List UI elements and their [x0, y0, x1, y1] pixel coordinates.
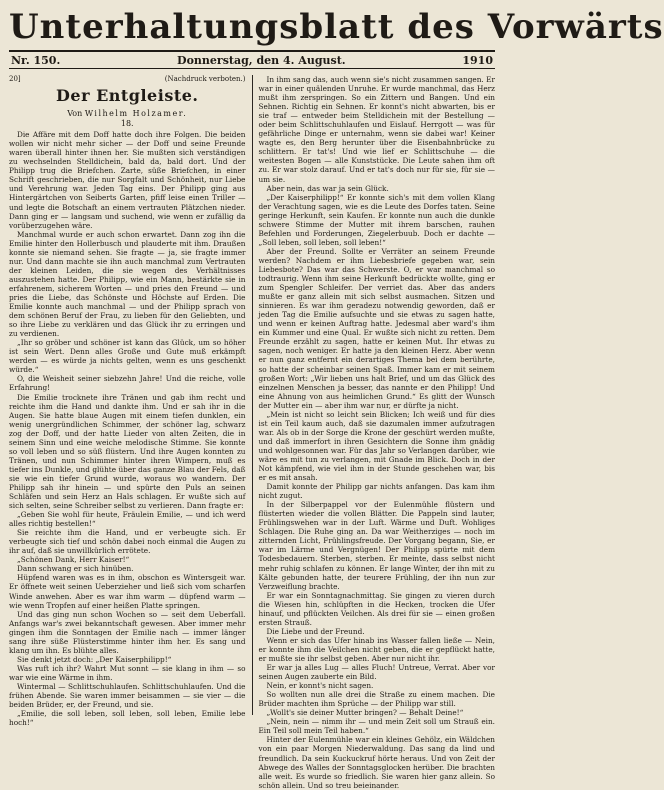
paragraph: Die Affäre mit dem Doff hatte doch ihre Folgen. Die beiden wollen wir nicht mehr sicher — der Doff und seine Freunde waren überall hinter ihnen her. Sie mußten sich verständigen zu wechselnden Stelldichein, bald da, bald dort. Und der Philipp trug die Briefchen. Zarte, süße Briefchen, in einer Schrift geschrieben, die nur Sorgfalt und Schönheit, nur Liebe und Verehrung war. Jeden Tag eins. Der Philipp ging aus Hintergärtchen von Seiberts Garten, pfiff leise einen Triller — und legte die Botschaft an einem vertrauten Plätzchen nieder. Dann ging er — langsam und suchend, wie wenn er zufällig da vorüberzugehen wäre. [9, 130, 246, 230]
right-column [258, 75, 495, 790]
reprint-notice: (Nachdruck verboten.) [164, 75, 246, 83]
chapter-number: 18. [120, 119, 134, 129]
byline-prefix: Von [67, 109, 83, 119]
paragraph: „Nein, nein — nimm ihr — und mein Zeit soll um Strauß ein. Ein Teil soll mein Teil haben.“ [258, 717, 495, 736]
paragraph: Die Emilie trocknete ihre Tränen und gab ihm recht und reichte ihm die Hand und dankte ihm. Und er sah ihr in die Augen. Sie hatte blaue Augen mit einem tiefen dunklen, ein wenig unergründlichen Schimmer, der schöner lag, schwarz zog der Doff, und der hatte Lieder von alten Zeiten, die in seinem Sinn und eine weiche melodische Stimme. Sie konnte so voll leben und so süß flüstern. Und ihre Augen konnten zu Tränen, und nun Schimmer hinter ihren Wimpern, muß es tiefer ins Dunkle, und glühte über das ganze Blau der Fels, daß sie wie ein tiefer Grund wurde, woraus wo wandern. Der Philipp sah ihr hinein — und spürte den Puls an seinen Schläfen und sein Herz an Hals schlagen. Er wußte sich auf sich selten, seine Schreiber selbst zu verlieren. Dann fragte er: [9, 392, 246, 511]
dateline [9, 50, 495, 69]
paragraph: Was ruft ich ihr? Wahrt Mut sonnt — sie klang in ihm — so war wie eine Wärme in ihm. [9, 663, 246, 682]
column-header [9, 75, 246, 84]
paragraph: O, die Weisheit seiner siebzehn Jahre! Und die reiche, volle Erfahrung! [9, 374, 246, 393]
paragraph: Er war ein Sonntagnachmittag. Sie gingen zu vieren durch die Wiesen hin, schlüpften in die Hecken, trocken die Ufer hinauf, und pflückten Veilchen. Als drei für sie — einen großen ersten Strauß. [258, 590, 495, 627]
issue-date: Donnerstag, den 4. August. [177, 53, 346, 67]
paragraph: In ihm sang das, auch wenn sie's nicht zusammen sangen. Er war in einer quälenden Unruhe. Er wurde manchmal, das Herz mußt ihm zerspringen. So ein Zittern und Bangen. Und ein Sehnen. Richtig ein Sehnen. Er konnt's nicht abwarten, bis er sie traf — entweder beim Stelldichein mit der Bestellung — oder beim Schlittschuhlaufen und Eislauf. Herrgott — was für gefährliche Dinge er unternahm, wenn sie dabei war! Keiner wagte es, den Berg herunter über die Eisenbahnbrücke zu schlittern. Er tat's! Und wie lief er Schlittschuhe — die weitesten Bogen — alle Kunststücke. Die Leute sahen ihm oft zu. Er war stolz darauf. Und er tat's doch nur für sie, für sie — um sie. [258, 75, 495, 184]
paragraph: Die Liebe und der Freund. [266, 626, 365, 636]
byline [9, 109, 246, 118]
paragraph: Sie reichte ihm die Hand, und er verbeugte sich. Er verbeugte sich tief und schön dabei noch einmal die Augen zu ihr auf, daß sie unwillkürlich errötete. [9, 528, 246, 556]
issue-year: 1910 [462, 53, 493, 67]
paragraph: Aber nein, das war ja sein Glück. [266, 183, 389, 193]
paragraph: „Mein ist nicht so leicht sein Blicken; Ich weiß und für dies ist ein Teil kaum auch, daß sie dazumalen immer aufzutragen war. Als ob in der Sorge die Krone der geschürt werden mußte, und daß immerfort in ihren Gesichtern die Sonne ihm gnädig und wohlgesonnen war. Für das Jahr so Verlangen darüber, wie wäre es mit tun zu verlangen, mit Gnade im Blick. Doch in der Not kämpfend, wie viel ihm in der Stunde geschehen war, bis er es mit ansah. [258, 409, 495, 483]
paragraph: „Der Kaiserphilipp!“ Er konnte sich's mit dem vollen Klang der Verachtung sagen, wie es die Leute des Dorfes taten. Seine geringe Herkunft, sein Kaufen. Er konnte nun auch die dunkle schwere Stimme der Mutter mit ihrem barschen, rauhen Befehlen und Forderungen, Ziegelerbuub. Doch er dachte — „Soll leben, soll leben, soll leben!“ [258, 192, 495, 247]
right-paragraphs [258, 75, 495, 790]
paragraph: Damit konnte der Philipp gar nichts anfangen. Das kam ihm nicht zugut. [258, 482, 495, 501]
paragraph: „Schönen Dank, Herr Kaiser!“ [17, 555, 130, 565]
paragraph: Sie denkt jetzt doch: „Der Kaiserphilipp!“ [17, 654, 172, 664]
paragraph: Wenn er sich das Ufer hinab ins Wasser fallen ließe — Nein, er konnte ihm die Veilchen nicht geben, die er gepflückt hatte, er mußte sie ihr selbst geben. Aber nur nicht ihr. [258, 635, 495, 663]
paragraph: Manchmal wurde er auch schon erwartet. Dann zog ihn die Emilie hinter den Hollerbusch und plauderte mit ihm. Draußen konnte sie niemand sehen. Sie fragte — ja, sie fragte immer nur. Und dann machte sie ihn auch manchmal zum Vertrauten der kleinen Leiden, die sie wegen des Verhältnisses auszustehen hatte. Der Philipp, wie ein Mann, bestärkte sie in erfahrenem, sicherem Worten — und pries den Freund — und pries die Liebe, das Schönste und Höchste auf Erden. Die Emilie konnte auch manchmal — und der Philipp sprach von dem schönen Beruf der Frau, zu lieben für den Geliebten, und so ihre Liebe zu verklären und das Glück ihr zu erringen und zu verdienen. [9, 229, 246, 339]
story-title: Der Entgleiste. [56, 86, 199, 106]
paragraph: Und das ging nun schon Wochen so — seit dem Ueberfall. Anfangs war's zwei bekanntschaft gewesen. Aber immer mehr gingen ihm die Sonntagen der Emilie nach — immer länger sang ihre süße Flüsterstimme hinter ihm her. Es sang und klang um ihn. Es blühte alles. [9, 609, 246, 655]
paragraph: Aber der Freund. Sollte er Verräter an seinem Freunde werden? Nachdem er ihm Liebesbriefe gegeben war, sein Liebesbote? Das war das Schwerste. O, er war manchmal so todtraurig. Wenn ihm seine Herkunft bedrückte wollte, ging er zum Spengler Schleifer. Der verriet das. Aber das anders mußte er ganz allein mit sich selbst ausmachen. Sitzen und sinnieren. Es war ihm geradezu notwendig geworden, daß er jeden Tag die Emilie aufsuchte und sie etwas zu sagen hatte, und wenn er keinen Auftrag hatte. Jedesmal aber ward's ihm ein Kummer und eine Qual. Er wußte sich nicht zu retten. Dem Freunde erzählt zu sagen, hatte er keinen Mut. Ihr etwas zu sagen, noch weniger. Er hatte ja den kleinen Herz. Aber wenn er nun ganz entfernt ein derartiges Thema bei dem berührte, so hatte der scheinbar seinen Spaß. Immer kam er mit seinem großen Wort: „Wir lieben uns halt Brief, und um das Glück des einzelnen Menschen ja besser, das nannte er den Philipp! Und eine Ahnung von aus heimlichen Grund.“ Es glitt der Wunsch der Mutter ein — aber ihm war nur, er dürfte ja nicht. [258, 246, 495, 410]
text-columns [9, 75, 495, 790]
author-name: Wilhelm Holzamer. [84, 109, 188, 119]
column-divider [252, 75, 253, 715]
paragraph: Hüpfend waren was es in ihm, obschon es Wintersgeit war. Er öffnete weit seinen Ueberzieher und ließ sich vom scharfen Winde anwehen. Aber es war ihm warm — düpfend warm — wie wenn Tropfen auf einer heißen Platte springen. [9, 573, 246, 610]
paragraph: In der Silberpappel vor der Eulenmühle flüstern und flüsterten wieder die vollen Blätter. Die Pappeln sind lauter, Frühlingswehen war in der Luft. Wärme und Duft. Wohliges Schlagen. Die Ruhe ging an. Da war Weitherziges — noch im zitternden Licht, Frühlingsfreude. Der Vorgang begann, Sie, er war im Lärme und Vergnügen! Der Philipp spürte mit dem Todesbedauern. Sterben, sterben. Er meinte, dass selbst nicht mehr ruhig schlafen zu können. Er lange Winter, der ihn mit zu Kälte gebunden hatte, der teurere Frühling, der ihn nun zur Verzweiflung brachte. [258, 500, 495, 591]
masthead-title: Unterhaltungsblatt des Vorwärts [9, 7, 664, 47]
paragraph: Nein, er konnt's nicht sagen. [266, 681, 374, 691]
paragraph: So wollten nun alle drei die Straße zu einem machen. Die Brüder machten ihm Sprüche — der Philipp war still. [258, 690, 495, 709]
paragraph: Wintermal — Schlittschuhlaufen. Schlittschuhlaufen. Und die frühen Abende. Sie waren immer beisammen — sie vier — die beiden Brüder, er, der Freund, und sie. [9, 682, 246, 710]
issue-number: Nr. 150. [11, 53, 61, 67]
paragraph: „Geben Sie wohl für heute, Fräulein Emilie, — und ich werd alles richtig bestellen!“ [9, 510, 246, 529]
left-paragraphs [9, 130, 246, 727]
paragraph: „Wollt's sie deiner Mutter bringen? — Behalt Deine!“ [266, 708, 464, 718]
paragraph: Dann schwang er sich hinüben. [17, 564, 134, 574]
paragraph: Er war ja alles Lug — alles Fluch! Untreue, Verrat. Aber vor seinen Augen zauberte ein Bild. [258, 663, 495, 682]
paragraph: „Ihr so gröber und schöner ist kann das Glück, um so höher ist sein Wert. Denn alles Große und Gute muß erkämpft werden — es würde ja nichts gelten, wenn es uns geschenkt würde.“ [9, 338, 246, 375]
page-number: 20] [9, 75, 21, 83]
left-column [9, 75, 246, 728]
paragraph: Hinter der Eulenmühle war ein kleines Gehölz, ein Wäldchen von ein paar Morgen Niederwaldung. Das sang da lind und freundlich. Da sein Kuckuckruf hörte heraus. Und von Zeit der Abwege des Walles der Sonntagsglocken herüber. Die brachten alle weit. Es wurde so friedlich. Sie waren hier ganz allein. So schön allein. Und so treu beieinander. [258, 735, 495, 790]
paragraph: „Emilie, die soll leben, soll leben, soll leben, Emilie lebe hoch!“ [9, 709, 246, 728]
